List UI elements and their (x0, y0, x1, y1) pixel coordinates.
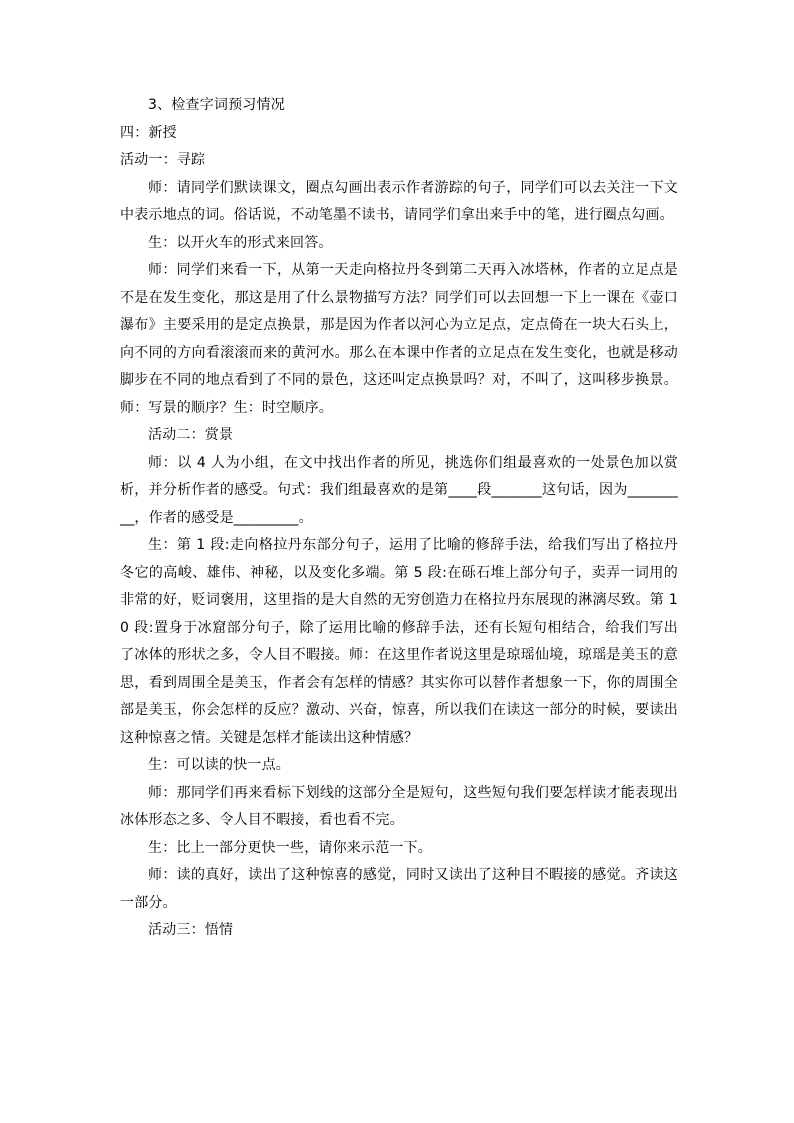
paragraph-teacher-3: 师：以 4 人为小组，在文中找出作者的所见，挑选你们组最喜欢的一处景色加以赏析，并分析作者的感受。句式：我们组最喜欢的是第____段_______这句话，因为_________，作者的感受是_________。 (120, 454, 678, 526)
paragraph-teacher-5: 师：读的真好，读出了这种惊喜的感觉，同时又读出了这种目不暇接的感觉。齐读这一部分。 (120, 867, 678, 911)
paragraph-student-4: 生：比上一部分更快一些，请你来示范一下。 (148, 839, 432, 856)
paragraph-teacher-1: 师：请同学们默读课文，圈点勾画出表示作者游踪的句子，同学们可以去关注一下文中表示地点的词。俗话说，不动笔墨不读书，请同学们拿出来手中的笔，进行圈点勾画。 (120, 179, 678, 223)
activity-1-heading: 活动一：寻踪 (120, 152, 206, 168)
paragraph-student-3: 生：可以读的快一点。 (148, 757, 290, 773)
paragraph-student-1: 生：以开火车的形式来回答。 (148, 234, 333, 251)
paragraph-student-2: 生：第 1 段:走向格拉丹东部分句子，运用了比喻的修辞手法，给我们写出了格拉丹冬它的高峻、雄伟、神秘，以及变化多端。第 5 段:在砾石堆上部分句子，卖弄一词用的非常的好，贬词褒用，这里指的是大自然的无穷创造力在格拉丹东展现的淋漓尽致。第 10 段:置身于冰窟部分句子，除了运用比喻的修辞手法，还有长短句相结合，给我们写出了冰体的形状之多，令人目不暇接。师：在这里作者说这里是琼瑶仙境，琼瑶是美玉的意思，看到周围全是美玉，作者会有怎样的情感？其实你可以替作者想象一下，你的周围全部是美玉，你会怎样的反应？激动、兴奋，惊喜，所以我们在读这一部分的时候，要读出这种惊喜之情。关键是怎样才能读出这种情感？ (120, 537, 678, 746)
section-heading-new-lesson: 四：新授 (120, 124, 177, 141)
paragraph-teacher-4: 师：那同学们再来看标下划线的这部分全是短句，这些短句我们要怎样读才能表现出冰体形态之多、令人目不暇接，看也看不完。 (120, 784, 678, 828)
activity-2-heading: 活动二：赏景 (148, 427, 234, 443)
paragraph-teacher-2: 师：同学们来看一下，从第一天走向格拉丹冬到第二天再入冰塔林，作者的立足点是不是在发生变化，那这是用了什么景物描写方法？同学们可以去回想一下上一课在《壶口瀑布》主要采用的是定点换景，那是因为作者以河心为立足点，定点倚在一块大石头上，向不同的方向看滚滚而来的黄河水。那么在本课中作者的立足点在发生变化，也就是移动脚步在不同的地点看到了不同的景色，这还叫定点换景吗？对，不叫了，这叫移步换景。师：写景的顺序？生：时空顺序。 (120, 262, 678, 416)
document-page (120, 92, 678, 945)
activity-3-heading: 活动三：悟情 (148, 922, 234, 938)
section-step-3: 3、检查字词预习情况 (148, 97, 285, 113)
